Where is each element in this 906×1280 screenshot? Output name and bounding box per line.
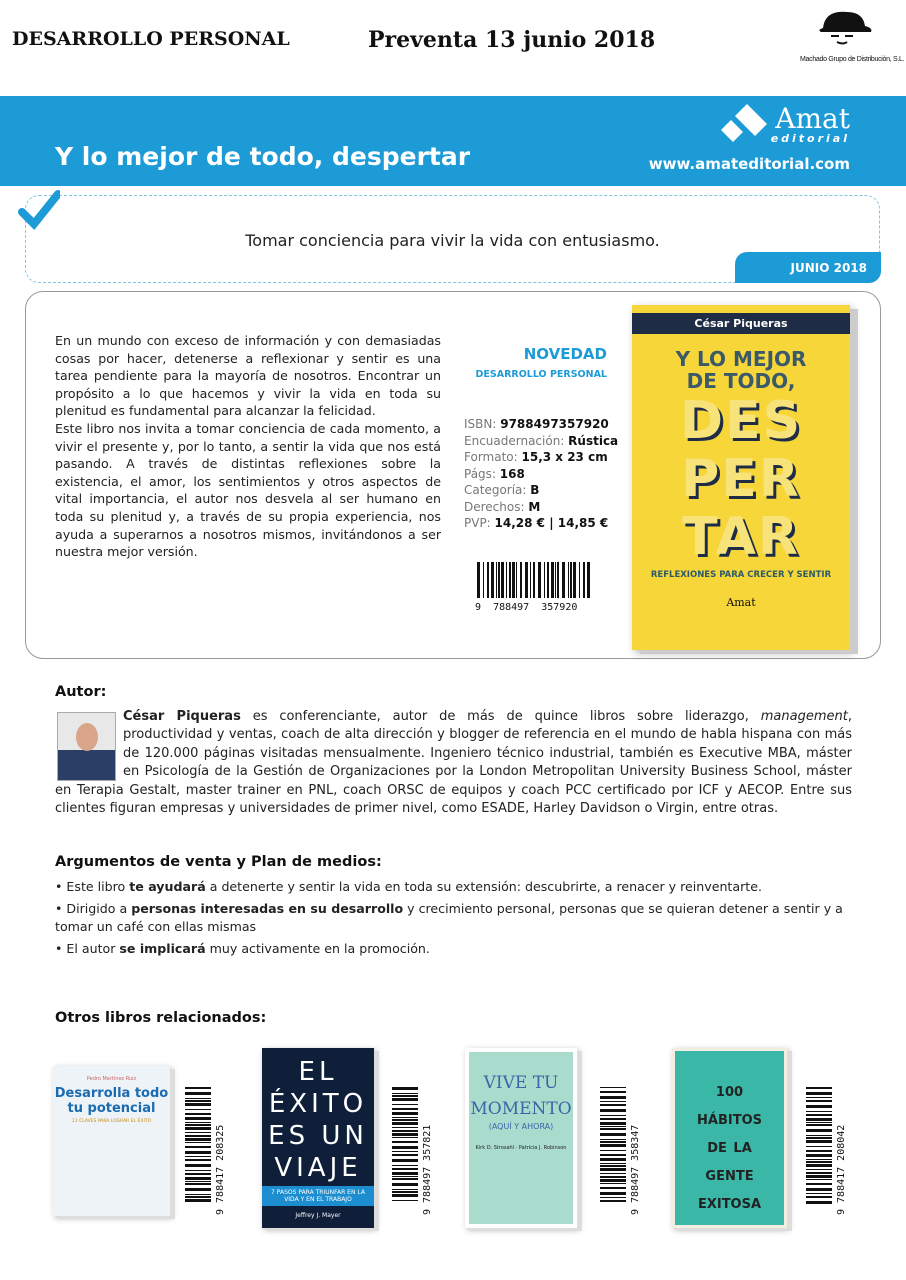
presale-date: Preventa 13 junio 2018: [368, 27, 656, 53]
distributor-name: Machado Grupo de Distribución, S.L.: [800, 56, 905, 63]
related-barcode: 9 788417 208325: [185, 1085, 215, 1219]
related-barcode: 9 788497 357821: [392, 1085, 422, 1219]
spec-rights: Derechos: M: [464, 499, 541, 514]
related-book-cover: 100 HÁBITOS DE LA GENTE EXITOSA: [672, 1048, 787, 1228]
amat-mark-icon: [721, 104, 767, 146]
related-book-cover: VIVE TU MOMENTO (AQUÍ Y AHORA) Kirk D. Strosahl · Patricia J. Robinson: [465, 1048, 577, 1228]
barcode-bars: [475, 562, 595, 600]
spec-pages: Págs: 168: [464, 466, 525, 481]
related-book-cover: EL ÉXITO ES UN VIAJE 7 PASOS PARA TRIUNFAR EN LA VIDA Y EN EL TRABAJO Jeffrey J. Mayer: [262, 1048, 374, 1228]
spec-category: Categoría: B: [464, 483, 540, 497]
spec-format: Formato: 15,3 x 23 cm: [464, 450, 608, 464]
synopsis: En un mundo con exceso de información y con demasiadas cosas por hacer, detenerse a reflexionar y sentir es una tarea pendiente para la mayoría de nosotros. Encontrar un propósito a lo que hacemos y vivir la vida en toda su plenitud es fundamental para alcanzar la felicidad. Este libro nos invita a tomar conciencia de cada momento, a vivir el presente y, por lo tanto, a sentir la vida que nos está pasando. A través de distintas reflexiones sobre la existencia, el amor, los sentimientos y otros aspectos de vital importancia, el autor nos desvela al ser humano en toda su plenitud y, a través de su propia experiencia, nos ayuda a superarnos a nosotros mismos, invitándonos a ser nuestra mejor versión.: [55, 333, 441, 560]
barcode: 9 788497 357920: [475, 562, 595, 613]
novelty-label: NOVEDAD DESARROLLO PERSONAL: [475, 345, 607, 380]
author-bio: César Piqueras es conferenciante, autor de más de quince libros sobre liderazgo, management, productividad y ventas, coach de alta dirección y blogger de referencia en el mundo de habla hispana con más de 120.000 páginas visitadas mensualmente. Ingeniero técnico industrial, también es Executive MBA, máster en Psicología de la Gestión de Organizaciones por la London Metropolitan University Business School, máster en Terapia Gestalt, master trainer en PNL, coach ORSC de equipos y coach PCC certificado por ICF y AECOP. Entre sus clientes figuran empresas y universidades de primer nivel, como ESADE, Harley Davidson o Virgin, entre otras.: [55, 709, 852, 817]
hat-man-icon: [815, 6, 875, 50]
argument-item: • El autor se implicará muy activamente en la promoción.: [55, 941, 430, 956]
checkmark-icon: [18, 186, 60, 230]
related-barcode: 9 788417 208042: [806, 1085, 836, 1219]
argument-item: • Este libro te ayudará a detenerte y sentir la vida en toda su extensión: descubrirte, a renacer y reinventarte.: [55, 879, 762, 894]
book-cover: César Piqueras Y LO MEJOR DE TODO, DES PER TAR REFLEXIONES PARA CRECER Y SENTIR Amat: [632, 305, 850, 650]
arguments-heading: Argumentos de venta y Plan de medios:: [55, 854, 382, 870]
spec-binding: Encuadernación: Rústica: [464, 433, 619, 448]
spec-price: PVP: 14,28 € | 14,85 €: [464, 516, 609, 530]
related-book-cover: Pedro Martínez Ruiz Desarrolla todo tu potencial 11 CLAVES PARA LOGRAR EL ÉXITO: [53, 1066, 170, 1216]
category-header: DESARROLLO PERSONAL: [12, 28, 290, 50]
author-heading: Autor:: [55, 684, 107, 700]
related-barcode: 9 788497 358347: [600, 1085, 630, 1219]
related-heading: Otros libros relacionados:: [55, 1010, 267, 1026]
website-link[interactable]: www.amateditorial.com: [648, 155, 850, 173]
book-title: Y lo mejor de todo, despertar: [55, 142, 471, 171]
author-photo: [57, 712, 116, 781]
release-month-badge: JUNIO 2018: [735, 252, 881, 283]
book-specs: [464, 416, 618, 532]
arguments-list: [55, 878, 855, 962]
spec-isbn: ISBN: 9788497357920: [464, 417, 609, 431]
tagline: Tomar conciencia para vivir la vida con entusiasmo.: [245, 231, 660, 250]
amat-logo: Amat editorial: [771, 104, 850, 145]
distributor-logo: [800, 6, 905, 76]
argument-item: • Dirigido a personas interesadas en su desarrollo y crecimiento personal, personas que se quieran detener a sentir y a tomar un café con ellas mismas: [55, 901, 843, 934]
